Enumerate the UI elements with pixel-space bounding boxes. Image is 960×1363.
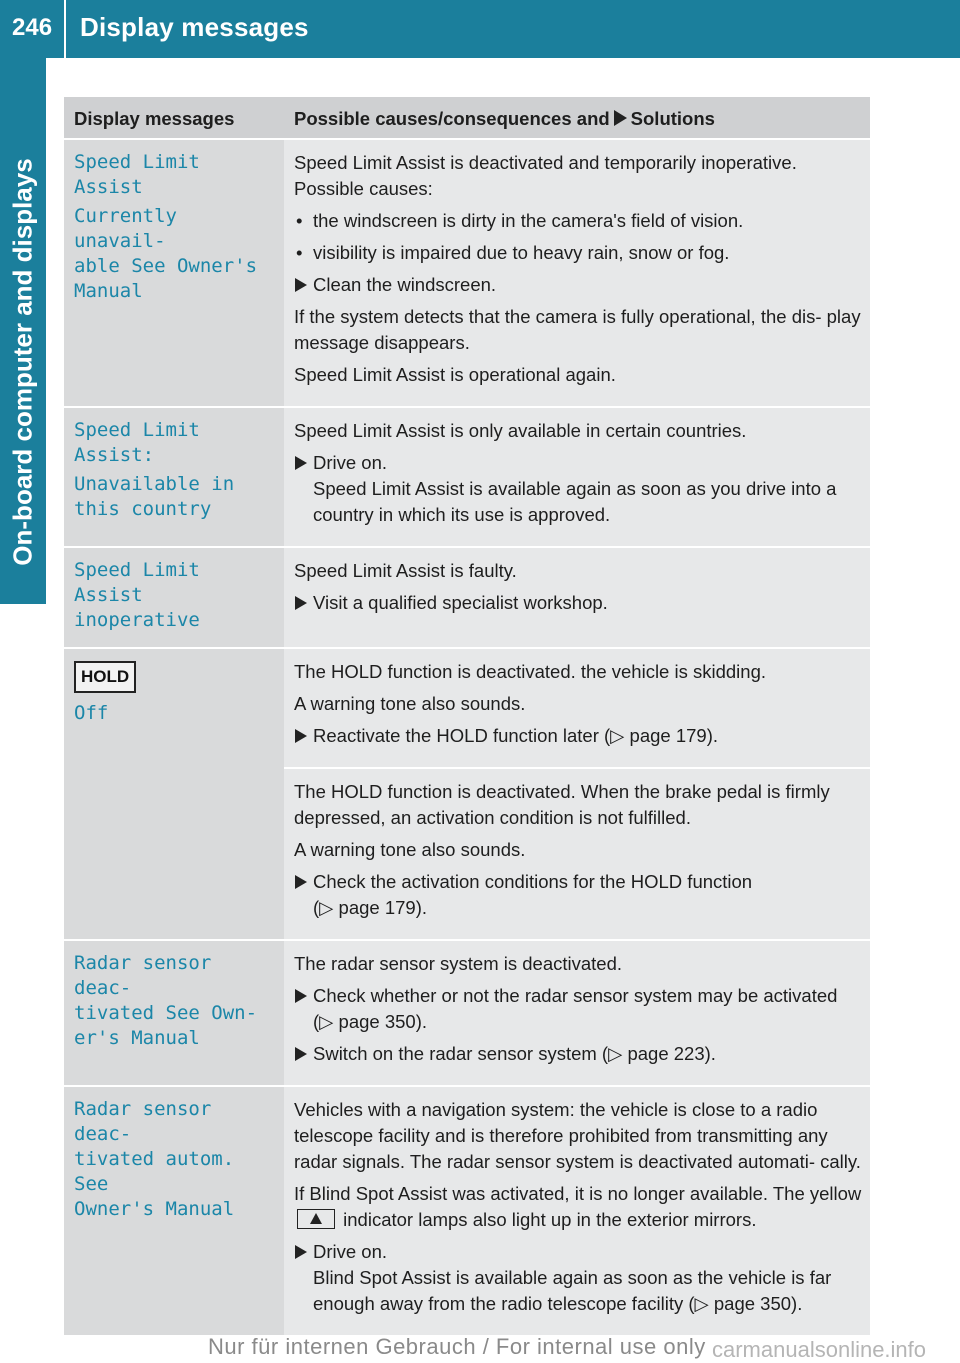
action-arrow-icon xyxy=(295,1245,307,1259)
action-arrow-icon xyxy=(295,989,307,1003)
table-header-row xyxy=(64,97,870,139)
column-header-messages: Display messages xyxy=(64,97,284,139)
solution-cell xyxy=(284,547,870,648)
action-arrow-icon xyxy=(295,729,307,743)
page-number: 246 xyxy=(12,14,53,41)
consequence-text: A warning tone also sounds. xyxy=(294,839,526,860)
header-divider xyxy=(64,0,66,58)
action-text: Drive on. xyxy=(313,452,388,473)
blind-spot-warning-lamp-icon xyxy=(297,1209,335,1229)
chapter-label: On-board computer and displays xyxy=(7,158,38,566)
column-header-causes: Possible causes/consequences and xyxy=(294,107,610,129)
display-message-text: Speed Limit Assist xyxy=(74,151,200,198)
page-header xyxy=(0,0,960,58)
display-message-text: Speed Limit Assist: xyxy=(74,419,200,466)
consequence-text: If the system detects that the camera is fully operational, the dis‐ play message disappears. xyxy=(294,306,861,353)
action-text: Visit a qualified specialist workshop. xyxy=(313,592,608,613)
action-detail: Blind Spot Assist is available again as soon as the vehicle is far enough away from the radio telescope facility (▷ page 350). xyxy=(313,1267,832,1314)
message-cell xyxy=(64,407,284,547)
table-row xyxy=(64,407,870,547)
action-detail: (▷ page 179). xyxy=(313,897,427,918)
action-text: Check the activation conditions for the HOLD function xyxy=(313,871,753,892)
table-row xyxy=(64,940,870,1086)
action-arrow-icon xyxy=(295,875,307,889)
action-text: Switch on the radar sensor system (▷ page 223). xyxy=(313,1043,716,1064)
display-message-text: Off xyxy=(74,702,109,724)
display-message-text: Radar sensor deac‐ tivated autom. See Owner's Manual xyxy=(74,1098,235,1220)
action-arrow-icon xyxy=(295,278,307,292)
display-messages-table xyxy=(64,97,870,1337)
action-arrow-icon xyxy=(295,1047,307,1061)
cause-text: Vehicles with a navigation system: the vehicle is close to a radio telescope facility and is therefore prohibited from transmitting any radar signals. The radar sensor system is deactivated automati‐ cally. xyxy=(294,1099,861,1172)
action-step xyxy=(294,869,862,921)
internal-use-watermark: Nur für internen Gebrauch / For internal use only xyxy=(208,1334,706,1359)
cause-text: Speed Limit Assist is only available in certain countries. xyxy=(294,420,747,441)
solution-arrow-icon xyxy=(614,110,627,126)
action-step xyxy=(294,272,862,298)
cause-text: Speed Limit Assist is deactivated and temporarily inoperative. Possible causes: xyxy=(294,152,797,199)
column-header-solutions xyxy=(284,97,870,139)
action-arrow-icon xyxy=(295,596,307,610)
table-row xyxy=(64,1086,870,1336)
table-row xyxy=(64,648,870,768)
message-cell xyxy=(64,547,284,648)
action-step xyxy=(294,1041,862,1067)
action-step xyxy=(294,590,862,616)
page-title: Display messages xyxy=(80,12,309,42)
action-step xyxy=(294,723,862,749)
action-detail: (▷ page 350). xyxy=(313,1011,427,1032)
message-cell xyxy=(64,940,284,1086)
cause-bullet: • visibility is impaired due to heavy rain, snow or fog. xyxy=(294,240,862,266)
hold-indicator-icon: HOLD xyxy=(74,661,136,693)
display-message-text: Speed Limit Assist inoperative xyxy=(74,559,200,631)
solution-cell xyxy=(284,648,870,768)
column-header-solutions-label: Solutions xyxy=(630,107,715,129)
cause-text: The HOLD function is deactivated. When the brake pedal is firmly depressed, an activation condition is not fulfilled. xyxy=(294,781,830,828)
consequence-text-start: If Blind Spot Assist was activated, it is no longer available. The yellow xyxy=(294,1183,862,1204)
message-cell xyxy=(64,648,284,940)
cause-text: The radar sensor system is deactivated. xyxy=(294,953,623,974)
table-row xyxy=(64,547,870,648)
consequence-text: Speed Limit Assist is operational again. xyxy=(294,364,616,385)
action-detail: Speed Limit Assist is available again as soon as you drive into a country in which its use is approved. xyxy=(313,478,837,525)
message-cell xyxy=(64,139,284,407)
display-message-text: Currently unavail‐ able See Owner's Manual xyxy=(74,205,258,302)
action-step xyxy=(294,983,862,1035)
action-arrow-icon xyxy=(295,456,307,470)
cause-bullet: • the windscreen is dirty in the camera's field of vision. xyxy=(294,208,862,234)
display-message-text: Unavailable in this country xyxy=(74,473,235,520)
consequence-text-end: indicator lamps also light up in the exterior mirrors. xyxy=(343,1209,757,1230)
action-step xyxy=(294,1239,862,1317)
consequence-text: A warning tone also sounds. xyxy=(294,693,526,714)
solution-cell xyxy=(284,1086,870,1336)
cause-text: Speed Limit Assist is faulty. xyxy=(294,560,517,581)
cause-text: The HOLD function is deactivated. the vehicle is skidding. xyxy=(294,661,766,682)
solution-cell xyxy=(284,139,870,407)
action-text: Clean the windscreen. xyxy=(313,274,497,295)
consequence-text xyxy=(294,1181,862,1233)
display-message-text: Radar sensor deac‐ tivated See Own‐ er's Manual xyxy=(74,952,258,1049)
message-cell xyxy=(64,1086,284,1336)
action-text: Reactivate the HOLD function later (▷ page 179). xyxy=(313,725,718,746)
action-text: Check whether or not the radar sensor system may be activated xyxy=(313,985,838,1006)
chapter-side-tab xyxy=(0,58,46,604)
site-watermark: carmanualsonline.info xyxy=(712,1337,927,1362)
action-step xyxy=(294,450,862,528)
solution-cell xyxy=(284,407,870,547)
solution-cell xyxy=(284,768,870,940)
table-row xyxy=(64,139,870,407)
action-text: Drive on. xyxy=(313,1241,388,1262)
solution-cell xyxy=(284,940,870,1086)
